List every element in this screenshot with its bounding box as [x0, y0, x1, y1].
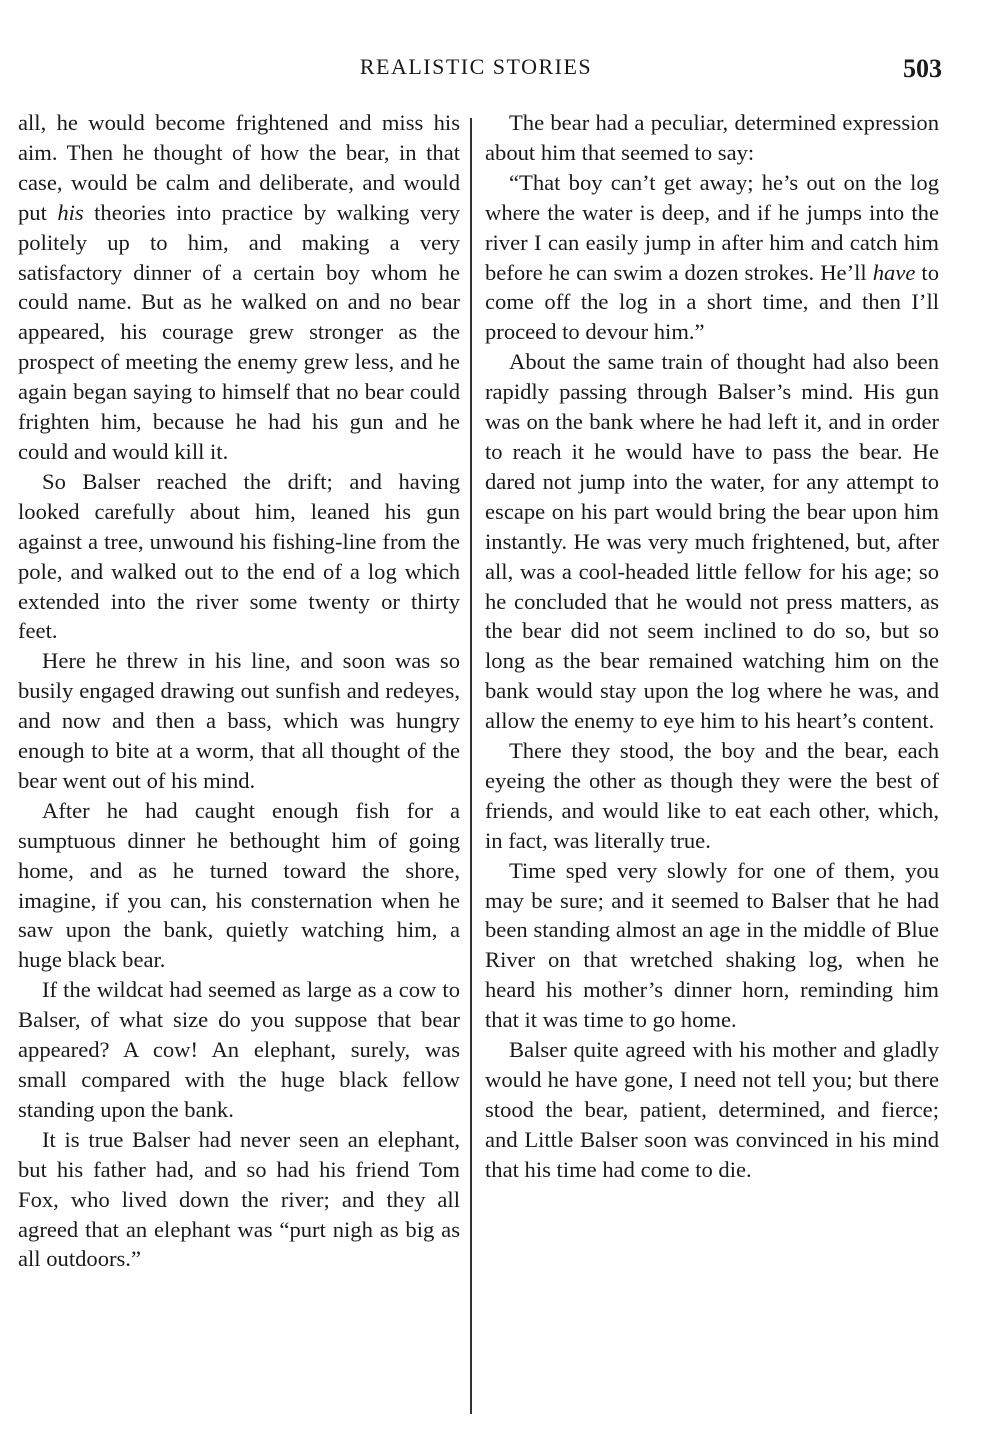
paragraph: Time sped very slowly for one of them, you may be sure; and it seemed to Balser that he had been standing almost an age in the middle of Blue River on that wretched shaking log, when he heard his mother’s dinner horn, reminding him that it was time to go home. — [485, 857, 939, 1033]
paragraph: The bear had a peculiar, determined expression about him that seemed to say: — [485, 110, 939, 165]
text-run: to come off the log in a short time, and then I’ll proceed to devour him.” — [485, 259, 939, 345]
paragraph: Balser quite agreed with his mother and gladly would he have gone, I need not tell you; but there stood the bear, patient, determined, and fierce; and Little Balser soon was convinced in his mind that his time had come to die. — [485, 1037, 939, 1182]
left-column — [18, 108, 460, 1274]
running-title: REALISTIC STORIES — [359, 54, 593, 79]
paragraph: So Balser reached the drift; and having looked carefully about him, leaned his gun against a tree, unwound his fishing-line from the pole, and walked out to the end of a log which extended into the river some twenty or thirty feet. — [18, 468, 460, 644]
paragraph: If the wildcat had seemed as large as a cow to Balser, of what size do you suppose that bear appeared? A cow! An elephant, surely, was small compared with the huge black fellow standing upon the bank. — [18, 977, 460, 1122]
page-header — [0, 52, 1000, 86]
paragraph: About the same train of thought had also been rapidly passing through Balser’s mind. His gun was on the bank where he had left it, and in order to reach it he would have to pass the bear. He dared not jump into the water, for any attempt to escape on his part would bring the bear upon him instantly. He was very much frightened, but, after all, was a cool-headed little fellow for his age; so he concluded that he would not press matters, as the bear did not seem inclined to do so, but so long as the bear remained watching him on the bank would stay upon the log where he was, and allow the enemy to eye him to his heart’s content. — [485, 349, 939, 734]
text-run: all, he would become frightened and miss his aim. Then he thought of how the bear, in that case, would be calm and deliberate, and would put — [18, 110, 460, 225]
text-run: theories into practice by walking very politely up to him, and making a very satisfactory dinner of a certain boy whom he could name. But as he walked on and no bear appeared, his courage grew stronger as the prospect of meeting the enemy grew less, and he again began saying to himself that no bear could frighten him, because he had his gun and he could and would kill it. — [18, 199, 460, 464]
emphasis: have — [872, 259, 916, 285]
paragraph: Here he threw in his line, and soon was so busily engaged drawing out sunfish and redeyes, and now and then a bass, which was hungry enough to bite at a worm, that all thought of the bear went out of his mind. — [18, 648, 460, 793]
text-run: “That boy can’t get away; he’s out on the log where the water is deep, and if he jumps into the river I can easily jump in after him and catch him before he can swim a dozen strokes. He’ll — [485, 169, 939, 285]
right-column — [485, 108, 939, 1185]
paragraph — [18, 108, 460, 467]
column-divider — [470, 118, 472, 1414]
emphasis: his — [57, 199, 84, 225]
paragraph: It is true Balser had never seen an elephant, but his father had, and so had his friend Tom Fox, who lived down the river; and they all agreed that an elephant was “purt nigh as big as all outdoors.” — [18, 1126, 460, 1272]
page-number: 503 — [903, 54, 942, 83]
paragraph — [485, 168, 939, 347]
paragraph: After he had caught enough fish for a sumptuous dinner he bethought him of going home, and as he turned toward the shore, imagine, if you can, his consternation when he saw upon the bank, quietly watching him, a huge black bear. — [18, 797, 460, 973]
paragraph: There they stood, the boy and the bear, each eyeing the other as though they were the best of friends, and would like to eat each other, which, in fact, was literally true. — [485, 738, 939, 853]
